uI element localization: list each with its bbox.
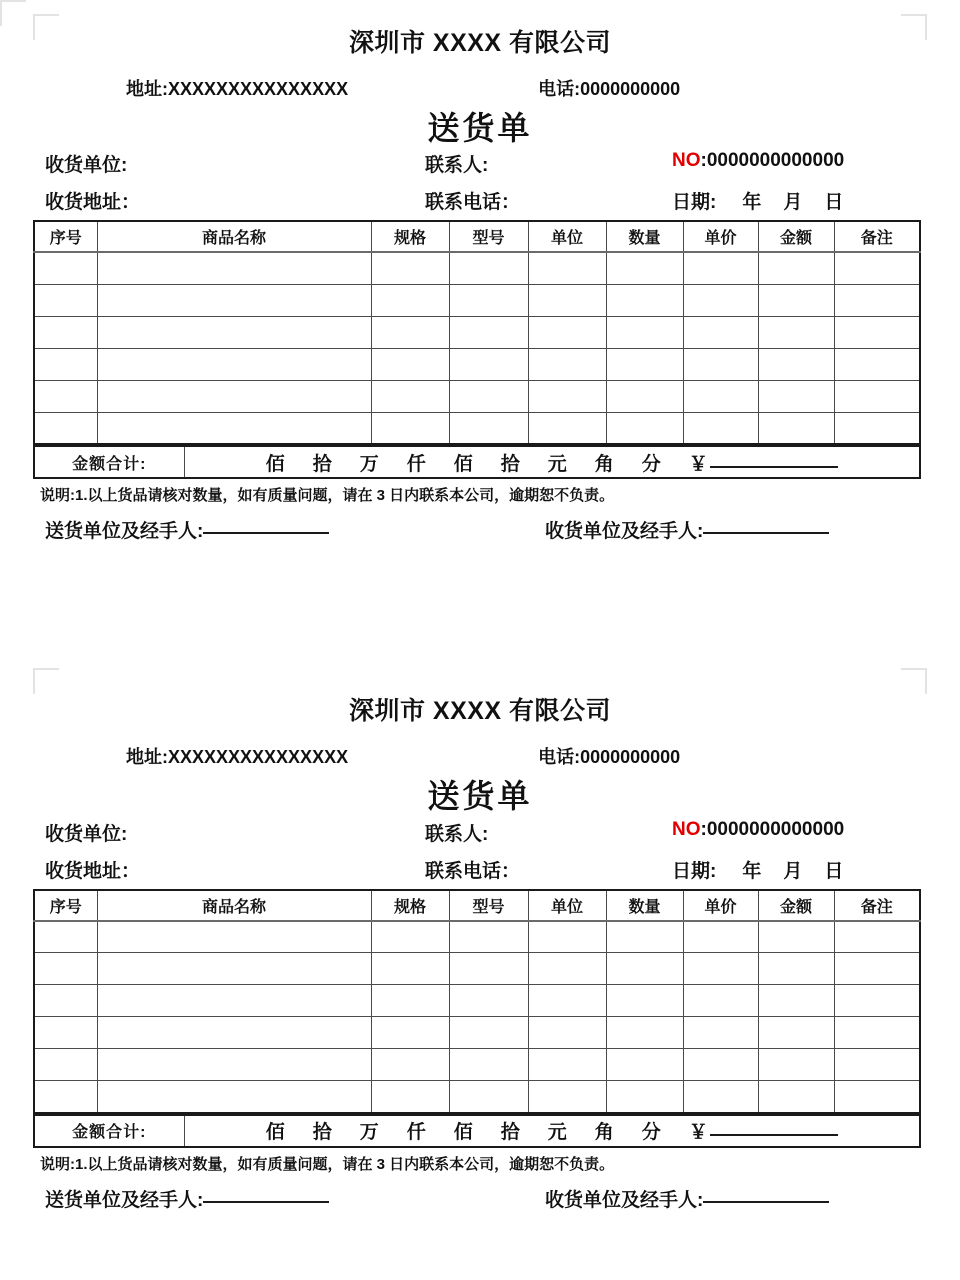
company-address: 地址:XXXXXXXXXXXXXXX xyxy=(126,746,349,767)
deliverer-label: 送货单位及经手人: xyxy=(45,1189,204,1211)
goods-table-cell[interactable] xyxy=(834,412,920,444)
company-address: 地址:XXXXXXXXXXXXXXX xyxy=(126,78,349,99)
col-header-seq: 序号 xyxy=(34,890,97,921)
contact-person-label: 联系人: xyxy=(425,155,489,177)
goods-table-row xyxy=(34,380,920,412)
goods-table-cell[interactable] xyxy=(97,348,371,380)
receiver-address-label: 收货地址： xyxy=(45,860,141,882)
goods-table-cell[interactable] xyxy=(371,1081,449,1113)
amount-unit-boxes xyxy=(266,449,689,476)
date-label: 日期: xyxy=(672,860,717,882)
goods-table-cell[interactable] xyxy=(97,953,371,985)
goods-table-cell[interactable] xyxy=(34,921,97,953)
goods-table-cell[interactable] xyxy=(834,985,920,1017)
goods-table-cell[interactable] xyxy=(606,1017,683,1049)
amount-unit[interactable]: 佰 xyxy=(453,1122,473,1144)
deliverer-signature-line[interactable] xyxy=(203,1201,329,1203)
meta-row-1 xyxy=(0,815,960,852)
goods-table-cell[interactable] xyxy=(528,1049,606,1081)
receiver-signature-line[interactable] xyxy=(703,1201,829,1203)
goods-table-cell[interactable] xyxy=(606,1049,683,1081)
total-label: 金额合计: xyxy=(34,446,184,478)
receiver-label: 收货单位及经手人: xyxy=(545,521,704,543)
goods-table-cell[interactable] xyxy=(834,1081,920,1113)
goods-table-cell[interactable] xyxy=(606,380,683,412)
goods-table-cell[interactable] xyxy=(758,1017,834,1049)
goods-table-cell[interactable] xyxy=(683,284,758,316)
goods-table-cell[interactable] xyxy=(371,1017,449,1049)
company-phone: 电话:0000000000 xyxy=(538,746,681,767)
amount-unit[interactable]: 仟 xyxy=(406,1122,426,1144)
meta-row-1 xyxy=(0,146,960,183)
goods-table-cell[interactable] xyxy=(606,316,683,348)
goods-table-cell[interactable] xyxy=(97,412,371,444)
goods-table-cell[interactable] xyxy=(758,252,834,284)
total-amount-cell xyxy=(184,1115,920,1147)
note-text: 说明:1.以上货品请核对数量，如有质量问题，请在 3 日内联系本公司，逾期恕不负责。 xyxy=(40,487,615,505)
goods-table-cell[interactable] xyxy=(606,953,683,985)
signature-row xyxy=(0,1185,960,1225)
document-title: 送货单 xyxy=(427,777,533,814)
meta-row-2 xyxy=(0,852,960,889)
goods-table-cell[interactable] xyxy=(34,1017,97,1049)
col-header-spec: 规格 xyxy=(371,890,449,921)
company-title: 深圳市 XXXX 有限公司 xyxy=(348,29,612,57)
goods-table-cell[interactable] xyxy=(528,252,606,284)
company-contact-row xyxy=(0,726,960,769)
goods-table-cell[interactable] xyxy=(528,284,606,316)
goods-table-cell[interactable] xyxy=(683,921,758,953)
goods-table-cell[interactable] xyxy=(97,380,371,412)
document-title: 送货单 xyxy=(427,109,533,146)
goods-table-cell[interactable] xyxy=(371,380,449,412)
goods-table-cell[interactable] xyxy=(449,412,528,444)
goods-table-cell[interactable] xyxy=(834,348,920,380)
goods-table-cell[interactable] xyxy=(758,1081,834,1113)
amount-unit[interactable]: 分 xyxy=(641,1122,661,1144)
goods-table-cell[interactable] xyxy=(371,921,449,953)
goods-table-cell[interactable] xyxy=(834,284,920,316)
col-header-qty: 数量 xyxy=(606,890,683,921)
goods-table-cell[interactable] xyxy=(371,412,449,444)
goods-table-cell[interactable] xyxy=(528,985,606,1017)
goods-table-cell[interactable] xyxy=(683,348,758,380)
goods-table-cell[interactable] xyxy=(683,412,758,444)
goods-table-cell[interactable] xyxy=(758,380,834,412)
goods-table-cell[interactable] xyxy=(34,348,97,380)
goods-table-cell[interactable] xyxy=(34,1081,97,1113)
goods-table-cell[interactable] xyxy=(97,921,371,953)
col-header-remark: 备注 xyxy=(834,221,920,252)
order-no-field xyxy=(672,819,844,841)
goods-table-cell[interactable] xyxy=(606,1081,683,1113)
goods-table-cell[interactable] xyxy=(449,985,528,1017)
col-header-qty: 数量 xyxy=(606,221,683,252)
goods-table-cell[interactable] xyxy=(606,985,683,1017)
goods-table-row xyxy=(34,1081,920,1113)
amount-unit[interactable]: 角 xyxy=(594,453,614,475)
goods-table-cell[interactable] xyxy=(834,316,920,348)
date-field xyxy=(672,187,843,214)
date-field xyxy=(672,856,843,883)
company-title: 深圳市 XXXX 有限公司 xyxy=(348,697,612,726)
receiver-unit-label: 收货单位: xyxy=(45,823,128,845)
goods-table-row xyxy=(34,1017,920,1049)
goods-table-cell[interactable] xyxy=(97,252,371,284)
col-header-unit: 单位 xyxy=(528,221,606,252)
goods-table-cell[interactable] xyxy=(606,921,683,953)
goods-table-cell[interactable] xyxy=(834,252,920,284)
goods-table-row xyxy=(34,252,920,284)
goods-table-cell[interactable] xyxy=(683,1049,758,1081)
goods-table-cell[interactable] xyxy=(834,1049,920,1081)
goods-table-cell[interactable] xyxy=(683,953,758,985)
signature-row xyxy=(0,516,960,556)
goods-table-cell[interactable] xyxy=(606,348,683,380)
goods-table xyxy=(33,889,921,1114)
amount-unit-boxes xyxy=(266,1117,689,1144)
deliverer-label: 送货单位及经手人: xyxy=(45,521,204,543)
total-amount-blank[interactable] xyxy=(710,466,838,468)
goods-table-cell[interactable] xyxy=(528,348,606,380)
amount-unit[interactable]: 拾 xyxy=(312,453,332,475)
goods-table xyxy=(33,220,921,445)
goods-table-cell[interactable] xyxy=(528,380,606,412)
amount-unit[interactable]: 拾 xyxy=(312,1122,332,1144)
goods-table-cell[interactable] xyxy=(371,316,449,348)
goods-table-cell[interactable] xyxy=(758,1049,834,1081)
goods-table-cell[interactable] xyxy=(97,985,371,1017)
goods-table-cell[interactable] xyxy=(34,985,97,1017)
goods-table-cell[interactable] xyxy=(34,412,97,444)
amount-unit[interactable]: 元 xyxy=(547,453,567,475)
date-month: 月 xyxy=(783,860,803,882)
goods-table-cell[interactable] xyxy=(371,953,449,985)
goods-table-cell[interactable] xyxy=(528,921,606,953)
goods-table-cell[interactable] xyxy=(758,284,834,316)
receiver-address-label: 收货地址： xyxy=(45,192,141,214)
goods-table-wrap xyxy=(0,220,960,479)
no-label: NO xyxy=(672,818,701,840)
goods-table-cell[interactable] xyxy=(97,1017,371,1049)
goods-table-cell[interactable] xyxy=(449,1017,528,1049)
contact-phone-label: 联系电话： xyxy=(425,860,521,882)
goods-table-cell[interactable] xyxy=(528,953,606,985)
total-row xyxy=(34,446,920,478)
col-header-remark: 备注 xyxy=(834,890,920,921)
goods-table-cell[interactable] xyxy=(834,953,920,985)
goods-table-cell[interactable] xyxy=(449,316,528,348)
receiver-unit-label: 收货单位: xyxy=(45,155,128,177)
goods-table-cell[interactable] xyxy=(528,1081,606,1113)
goods-table-header-row xyxy=(34,890,920,921)
date-label: 日期: xyxy=(672,192,717,214)
amount-unit[interactable]: 万 xyxy=(359,453,379,475)
goods-table-cell[interactable] xyxy=(449,284,528,316)
goods-table-cell[interactable] xyxy=(606,412,683,444)
goods-table-cell[interactable] xyxy=(758,953,834,985)
col-header-name: 商品名称 xyxy=(97,221,371,252)
goods-table-cell[interactable] xyxy=(34,380,97,412)
amount-unit[interactable]: 佰 xyxy=(453,453,473,475)
goods-table-cell[interactable] xyxy=(97,1081,371,1113)
goods-table-wrap xyxy=(0,889,960,1148)
goods-table-cell[interactable] xyxy=(449,953,528,985)
receiver-label: 收货单位及经手人: xyxy=(545,1189,704,1211)
goods-table-cell[interactable] xyxy=(606,284,683,316)
goods-table-cell[interactable] xyxy=(449,348,528,380)
receiver-signature xyxy=(545,1185,829,1212)
total-amount-cell xyxy=(184,446,920,478)
col-header-spec: 规格 xyxy=(371,221,449,252)
goods-table-cell[interactable] xyxy=(758,985,834,1017)
amount-unit[interactable]: 角 xyxy=(594,1122,614,1144)
goods-table-row xyxy=(34,284,920,316)
goods-table-cell[interactable] xyxy=(683,985,758,1017)
goods-table-cell[interactable] xyxy=(97,316,371,348)
goods-table-cell[interactable] xyxy=(683,1017,758,1049)
contact-person-label: 联系人: xyxy=(425,823,489,845)
goods-table-cell[interactable] xyxy=(606,252,683,284)
goods-table-row xyxy=(34,953,920,985)
amount-unit[interactable]: 元 xyxy=(547,1122,567,1144)
goods-table-head xyxy=(34,890,920,921)
amount-unit[interactable]: 万 xyxy=(359,1122,379,1144)
col-header-model: 型号 xyxy=(449,221,528,252)
goods-table-cell[interactable] xyxy=(97,1049,371,1081)
goods-table-cell[interactable] xyxy=(758,316,834,348)
amount-unit[interactable]: 仟 xyxy=(406,453,426,475)
col-header-price: 单价 xyxy=(683,221,758,252)
goods-table-cell[interactable] xyxy=(34,953,97,985)
goods-table-body xyxy=(34,252,920,444)
date-day: 日 xyxy=(824,860,844,882)
company-phone: 电话:0000000000 xyxy=(538,78,681,99)
date-year: 年 xyxy=(742,192,762,214)
goods-table-cell[interactable] xyxy=(34,316,97,348)
goods-table-cell[interactable] xyxy=(758,348,834,380)
copy-separator xyxy=(0,556,960,668)
goods-table-cell[interactable] xyxy=(528,316,606,348)
delivery-note-copy-1 xyxy=(0,0,960,556)
col-header-name: 商品名称 xyxy=(97,890,371,921)
goods-table-cell[interactable] xyxy=(683,316,758,348)
goods-table-row xyxy=(34,985,920,1017)
meta-row-2 xyxy=(0,183,960,220)
goods-table-cell[interactable] xyxy=(371,348,449,380)
company-contact-row xyxy=(0,58,960,101)
col-header-amount: 金额 xyxy=(758,890,834,921)
date-year: 年 xyxy=(742,860,762,882)
amount-unit[interactable]: 佰 xyxy=(265,1122,285,1144)
receiver-signature xyxy=(545,516,829,543)
col-header-price: 单价 xyxy=(683,890,758,921)
total-amount-blank[interactable] xyxy=(710,1134,838,1136)
goods-table-cell[interactable] xyxy=(449,921,528,953)
col-header-unit: 单位 xyxy=(528,890,606,921)
goods-table-cell[interactable] xyxy=(371,284,449,316)
goods-table-row xyxy=(34,316,920,348)
goods-table-body xyxy=(34,921,920,1113)
goods-table-cell[interactable] xyxy=(528,1017,606,1049)
currency-symbol: ￥ xyxy=(688,453,708,475)
note-text: 说明:1.以上货品请核对数量，如有质量问题，请在 3 日内联系本公司，逾期恕不负责。 xyxy=(40,1155,615,1173)
order-no-field xyxy=(672,150,844,172)
goods-table-cell[interactable] xyxy=(449,1049,528,1081)
goods-table-cell[interactable] xyxy=(34,252,97,284)
currency-symbol: ￥ xyxy=(688,1122,708,1144)
goods-table-cell[interactable] xyxy=(371,985,449,1017)
date-month: 月 xyxy=(783,192,803,214)
receiver-signature-line[interactable] xyxy=(703,532,829,534)
goods-table-cell[interactable] xyxy=(449,252,528,284)
goods-table-row xyxy=(34,412,920,444)
goods-total-table xyxy=(33,445,921,479)
total-row xyxy=(34,1115,920,1147)
total-label: 金额合计: xyxy=(34,1115,184,1147)
goods-table-cell[interactable] xyxy=(758,921,834,953)
goods-table-cell[interactable] xyxy=(34,284,97,316)
goods-table-row xyxy=(34,348,920,380)
goods-table-cell[interactable] xyxy=(449,380,528,412)
no-label: NO xyxy=(672,150,701,172)
no-value: :0000000000000 xyxy=(700,150,845,172)
goods-table-header-row xyxy=(34,221,920,252)
goods-table-head xyxy=(34,221,920,252)
col-header-amount: 金额 xyxy=(758,221,834,252)
goods-table-cell[interactable] xyxy=(371,252,449,284)
amount-unit[interactable]: 佰 xyxy=(265,453,285,475)
goods-table-cell[interactable] xyxy=(371,1049,449,1081)
goods-table-cell[interactable] xyxy=(683,252,758,284)
deliverer-signature-line[interactable] xyxy=(203,532,329,534)
goods-table-cell[interactable] xyxy=(683,1081,758,1113)
amount-unit[interactable]: 拾 xyxy=(500,453,520,475)
no-value: :0000000000000 xyxy=(700,818,845,840)
goods-table-cell[interactable] xyxy=(34,1049,97,1081)
date-day: 日 xyxy=(824,192,844,214)
goods-total-table xyxy=(33,1114,921,1148)
col-header-seq: 序号 xyxy=(34,221,97,252)
goods-table-cell[interactable] xyxy=(97,284,371,316)
goods-table-row xyxy=(34,1049,920,1081)
goods-table-cell[interactable] xyxy=(834,1017,920,1049)
contact-phone-label: 联系电话： xyxy=(425,192,521,214)
goods-table-row xyxy=(34,921,920,953)
deliverer-signature xyxy=(45,516,329,543)
goods-table-cell[interactable] xyxy=(758,412,834,444)
deliverer-signature xyxy=(45,1185,329,1212)
goods-table-cell[interactable] xyxy=(449,1081,528,1113)
amount-unit[interactable]: 拾 xyxy=(500,1122,520,1144)
goods-table-cell[interactable] xyxy=(528,412,606,444)
col-header-model: 型号 xyxy=(449,890,528,921)
delivery-note-copy-2 xyxy=(0,668,960,1224)
goods-table-cell[interactable] xyxy=(834,921,920,953)
amount-unit[interactable]: 分 xyxy=(641,453,661,475)
goods-table-cell[interactable] xyxy=(834,380,920,412)
goods-table-cell[interactable] xyxy=(683,380,758,412)
